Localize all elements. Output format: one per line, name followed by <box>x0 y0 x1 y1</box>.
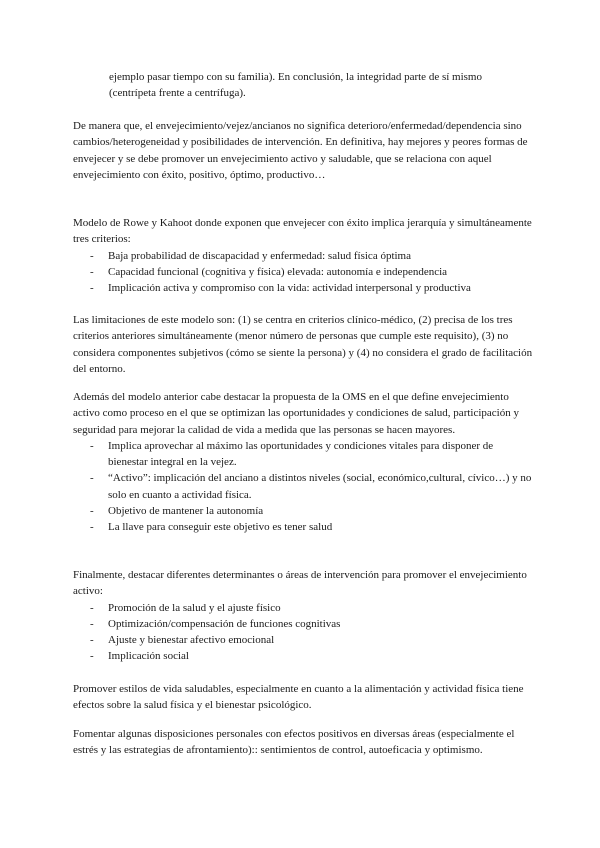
bullet-dash: - <box>90 521 94 534</box>
list-item: - Promoción de la salud y el ajuste físico <box>73 600 533 616</box>
paragraph-text: Las limitaciones de este modelo son: (1) se centra en criterios clínico-médico, (2) precisa de los tres criterios anteriores simultáneamente (menor número de personas que cumple este requisito), (3) no considera componentes subjetivos (cómo se siente la persona) y (4) no considera el grado de facilitación del entorno. <box>73 314 533 375</box>
paragraph-disposiciones <box>73 726 533 759</box>
paragraph-limitaciones <box>73 312 533 377</box>
list-item: - La llave para conseguir este objetivo es tener salud <box>73 519 533 535</box>
bullet-dash: - <box>90 439 94 452</box>
paragraph-conclusion <box>109 69 529 102</box>
list-item: - Implica aprovechar al máximo las oportunidades y condiciones vitales para disponer de bienestar integral en la vejez. <box>90 439 494 469</box>
paragraph-intro: Finalmente, destacar diferentes determinantes o áreas de intervención para promover el envejecimiento activo: <box>73 569 527 598</box>
bullet-dash: - <box>90 249 94 262</box>
bullet-dash: - <box>90 634 94 647</box>
bullet-dash: - <box>90 650 94 663</box>
section-oms <box>73 389 533 536</box>
paragraph-text: Promover estilos de vida saludables, especialmente en cuanto a la alimentación y actividad física tiene efectos sobre la salud física y el bienestar psicológico. <box>73 683 524 712</box>
oms-list <box>73 438 533 536</box>
paragraph-envejecimiento <box>73 118 533 183</box>
bullet-dash: - <box>90 265 94 278</box>
list-item: - “Activo”: implicación del anciano a distintos niveles (social, económico,cultural, cívico…) y no solo en cuanto a actividad física. <box>90 472 532 501</box>
list-item: - Implicación social <box>73 648 533 664</box>
paragraph-text: ejemplo pasar tiempo con su familia). En conclusión, la integridad parte de sí mismo (centrípeta frente a centrífuga). <box>109 71 482 100</box>
bullet-dash: - <box>90 472 94 485</box>
bullet-dash: - <box>90 282 94 295</box>
list-item: - Baja probabilidad de discapacidad y enfermedad: salud física óptima <box>73 248 533 264</box>
list-item: - Capacidad funcional (cognitiva y física) elevada: autonomía e independencia <box>73 264 533 280</box>
paragraph-text: De manera que, el envejecimiento/vejez/ancianos no significa deterioro/enfermedad/dependencia sino cambios/heterogeneidad y posibilidades de intervención. En definitiva, hay mejores y peores formas de envejecer y se debe promover un envejecimiento activo y saludable, que se relaciona con aquel envejecimiento con éxito, positivo, óptimo, productivo… <box>73 120 528 181</box>
paragraph-estilos-vida <box>73 681 533 714</box>
section-rowe-kahoot <box>73 215 533 296</box>
list-item: - Objetivo de mantener la autonomía <box>73 503 533 519</box>
determinantes-list <box>73 600 533 665</box>
criteria-list <box>73 248 533 297</box>
bullet-dash: - <box>90 601 94 614</box>
list-item: - Implicación activa y compromiso con la vida: actividad interpersonal y productiva <box>73 280 533 296</box>
paragraph-intro: Modelo de Rowe y Kahoot donde exponen que envejecer con éxito implica jerarquía y simultáneamente tres criterios: <box>73 217 532 246</box>
list-item: - Optimización/compensación de funciones cognitivas <box>73 616 533 632</box>
section-determinantes <box>73 567 533 665</box>
bullet-dash: - <box>90 505 94 518</box>
list-item: - Ajuste y bienestar afectivo emocional <box>73 632 533 648</box>
paragraph-text: Fomentar algunas disposiciones personales con efectos positivos en diversas áreas (especialmente el estrés y las estrategias de afrontamiento):: sentimientos de control, autoeficacia y optimismo. <box>73 728 515 757</box>
paragraph-intro: Además del modelo anterior cabe destacar la propuesta de la OMS en el que define envejecimiento activo como proceso en el que se optimizan las oportunidades y condiciones de salud, participación y seguridad para mejorar la calidad de vida a medida que las personas se hacen mayores. <box>73 391 519 436</box>
bullet-dash: - <box>90 617 94 630</box>
